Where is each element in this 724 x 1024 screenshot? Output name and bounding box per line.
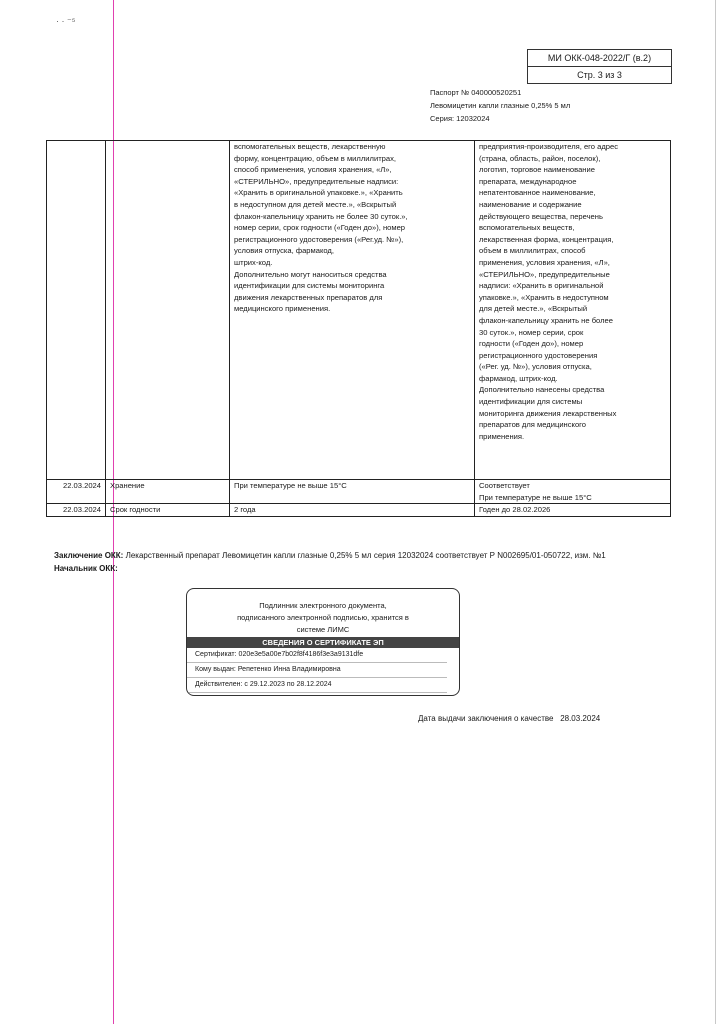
stamp-caption-line: Подлинник электронного документа, [259, 601, 387, 610]
indicator-cell: Хранение [106, 480, 230, 504]
stamp-caption-line: подписанного электронной подписью, хранится в [237, 613, 409, 622]
text-line: лекарственная форма, концентрация, [479, 234, 614, 244]
text-line: фармакод, штрих-код. [479, 373, 558, 383]
e-signature-stamp [186, 588, 460, 696]
text-line: движения лекарственных препаратов для [234, 292, 383, 302]
page-number: Стр. 3 из 3 [528, 66, 671, 83]
table-row [47, 504, 671, 517]
text-line: в недоступном для детей месте.», «Вскрытый [234, 199, 397, 209]
certificate-label: Сертификат: [195, 651, 237, 658]
conclusion-block [54, 549, 654, 575]
text-line: логотип, торговое наименование [479, 165, 595, 175]
text-line: условия отпуска, фармакод, [234, 246, 334, 256]
text-line: упаковке.», «Хранить в недоступном [479, 292, 609, 302]
document-id-box [527, 49, 672, 84]
requirement-cell: 2 года [230, 504, 475, 517]
text-line: Дополнительно нанесены средства [479, 385, 605, 395]
date-cell [47, 141, 106, 480]
stamp-caption [187, 600, 459, 636]
text-line: применения, условия хранения, «Л», [479, 257, 610, 267]
table-row [47, 141, 671, 480]
stamp-title-bar: СВЕДЕНИЯ О СЕРТИФИКАТЕ ЭП [187, 637, 459, 648]
stamp-caption-line: системе ЛИМС [296, 625, 350, 634]
date-cell: 22.03.2024 [47, 504, 106, 517]
certificate-value: 020e3e5a00e7b02f8f4186f3e3a9131dfe [238, 651, 364, 658]
result-cell [475, 480, 671, 504]
text-line: Дополнительно могут наноситься средства [234, 269, 387, 279]
series-number: Серия: 12032024 [430, 114, 490, 123]
text-line: идентификации для системы [479, 397, 583, 407]
text-line: препаратов для медицинского [479, 420, 587, 430]
text-line: штрих-код. [234, 257, 273, 267]
text-line: идентификации для системы мониторинга [234, 281, 385, 291]
requirement-cell: При температуре не выше 15°С [230, 480, 475, 504]
result-value: При температуре не выше 15°С [479, 492, 592, 502]
date-cell: 22.03.2024 [47, 480, 106, 504]
text-line: применения. [479, 431, 525, 441]
issue-date [418, 714, 600, 723]
passport-header [430, 86, 570, 125]
quality-table [46, 140, 671, 517]
issued-to-label: Кому выдан: [195, 666, 236, 673]
text-line: 30 суток.», номер серии, срок [479, 327, 584, 337]
text-line: «СТЕРИЛЬНО», предупредительные [479, 269, 610, 279]
certificate-line [187, 648, 447, 663]
text-line: регистрационного удостоверения («Рег.уд. №»), [234, 234, 404, 244]
issued-to-line [187, 663, 447, 678]
text-line: медицинского применения. [234, 304, 331, 314]
text-line: флакон-капельницу хранить не более [479, 315, 613, 325]
head-label: Начальник ОКК: [54, 564, 118, 573]
text-line: вспомогательных веществ, [479, 223, 575, 233]
conclusion-text: Лекарственный препарат Левомицетин капли глазные 0,25% 5 мл серия 12032024 соответствует Р N002695/01-050722, изм. №1 [125, 551, 606, 560]
issued-to-value: Репетенко Инна Владимировна [237, 666, 341, 673]
document-code: МИ ОКК-048-2022/Г (в.2) [547, 53, 652, 63]
result-cell: Годен до 28.02.2026 [475, 504, 671, 517]
issue-date-label: Дата выдачи заключения о качестве [418, 714, 554, 723]
text-line: препарата, международное [479, 176, 577, 186]
result-status: Соответствует [479, 481, 530, 490]
conclusion-label: Заключение ОКК: [54, 551, 124, 560]
result-cell [475, 141, 671, 480]
text-line: мониторинга движения лекарственных [479, 408, 617, 418]
text-line: флакон-капельницу хранить не более 30 суток.», [234, 211, 408, 221]
text-line: действующего вещества, перечень [479, 211, 603, 221]
text-line: «СТЕРИЛЬНО», предупредительные надписи: [234, 176, 399, 186]
text-line: для детей месте.», «Вскрытый [479, 304, 588, 314]
indicator-cell: Срок годности [106, 504, 230, 517]
text-line: объем в миллилитрах, способ [479, 246, 586, 256]
corner-marks: · · ⁻⁵ [56, 16, 76, 26]
text-line: «Хранить в оригинальной упаковке.», «Хранить [234, 188, 403, 198]
requirement-cell [230, 141, 475, 480]
text-line: (страна, область, район, поселок), [479, 153, 601, 163]
issue-date-value: 28.03.2024 [560, 714, 601, 723]
text-line: регистрационного удостоверения [479, 350, 598, 360]
text-line: годности («Годен до»), номер [479, 339, 584, 349]
validity-label: Действителен: [195, 681, 243, 688]
text-line: форму, концентрацию, объем в миллилитрах, [234, 153, 397, 163]
text-line: номер серии, срок годности («Годен до»), номер [234, 223, 406, 233]
text-line: наименование и содержание [479, 199, 582, 209]
table-row [47, 480, 671, 504]
text-line: надписи: «Хранить в оригинальной [479, 281, 604, 291]
text-line: непатентованное наименование, [479, 188, 596, 198]
text-line: вспомогательных веществ, лекарственную [234, 142, 386, 151]
text-line: («Рег. уд. №»), условия отпуска, [479, 362, 592, 372]
scan-edge [715, 0, 716, 1024]
validity-line [187, 678, 447, 693]
product-name: Левомицетин капли глазные 0,25% 5 мл [430, 101, 571, 110]
passport-number: Паспорт № 040000520251 [430, 88, 522, 97]
text-line: предприятия-производителя, его адрес [479, 142, 619, 151]
validity-value: с 29.12.2023 по 28.12.2024 [244, 681, 332, 688]
text-line: способ применения, условия хранения, «Л», [234, 165, 392, 175]
indicator-cell [106, 141, 230, 480]
